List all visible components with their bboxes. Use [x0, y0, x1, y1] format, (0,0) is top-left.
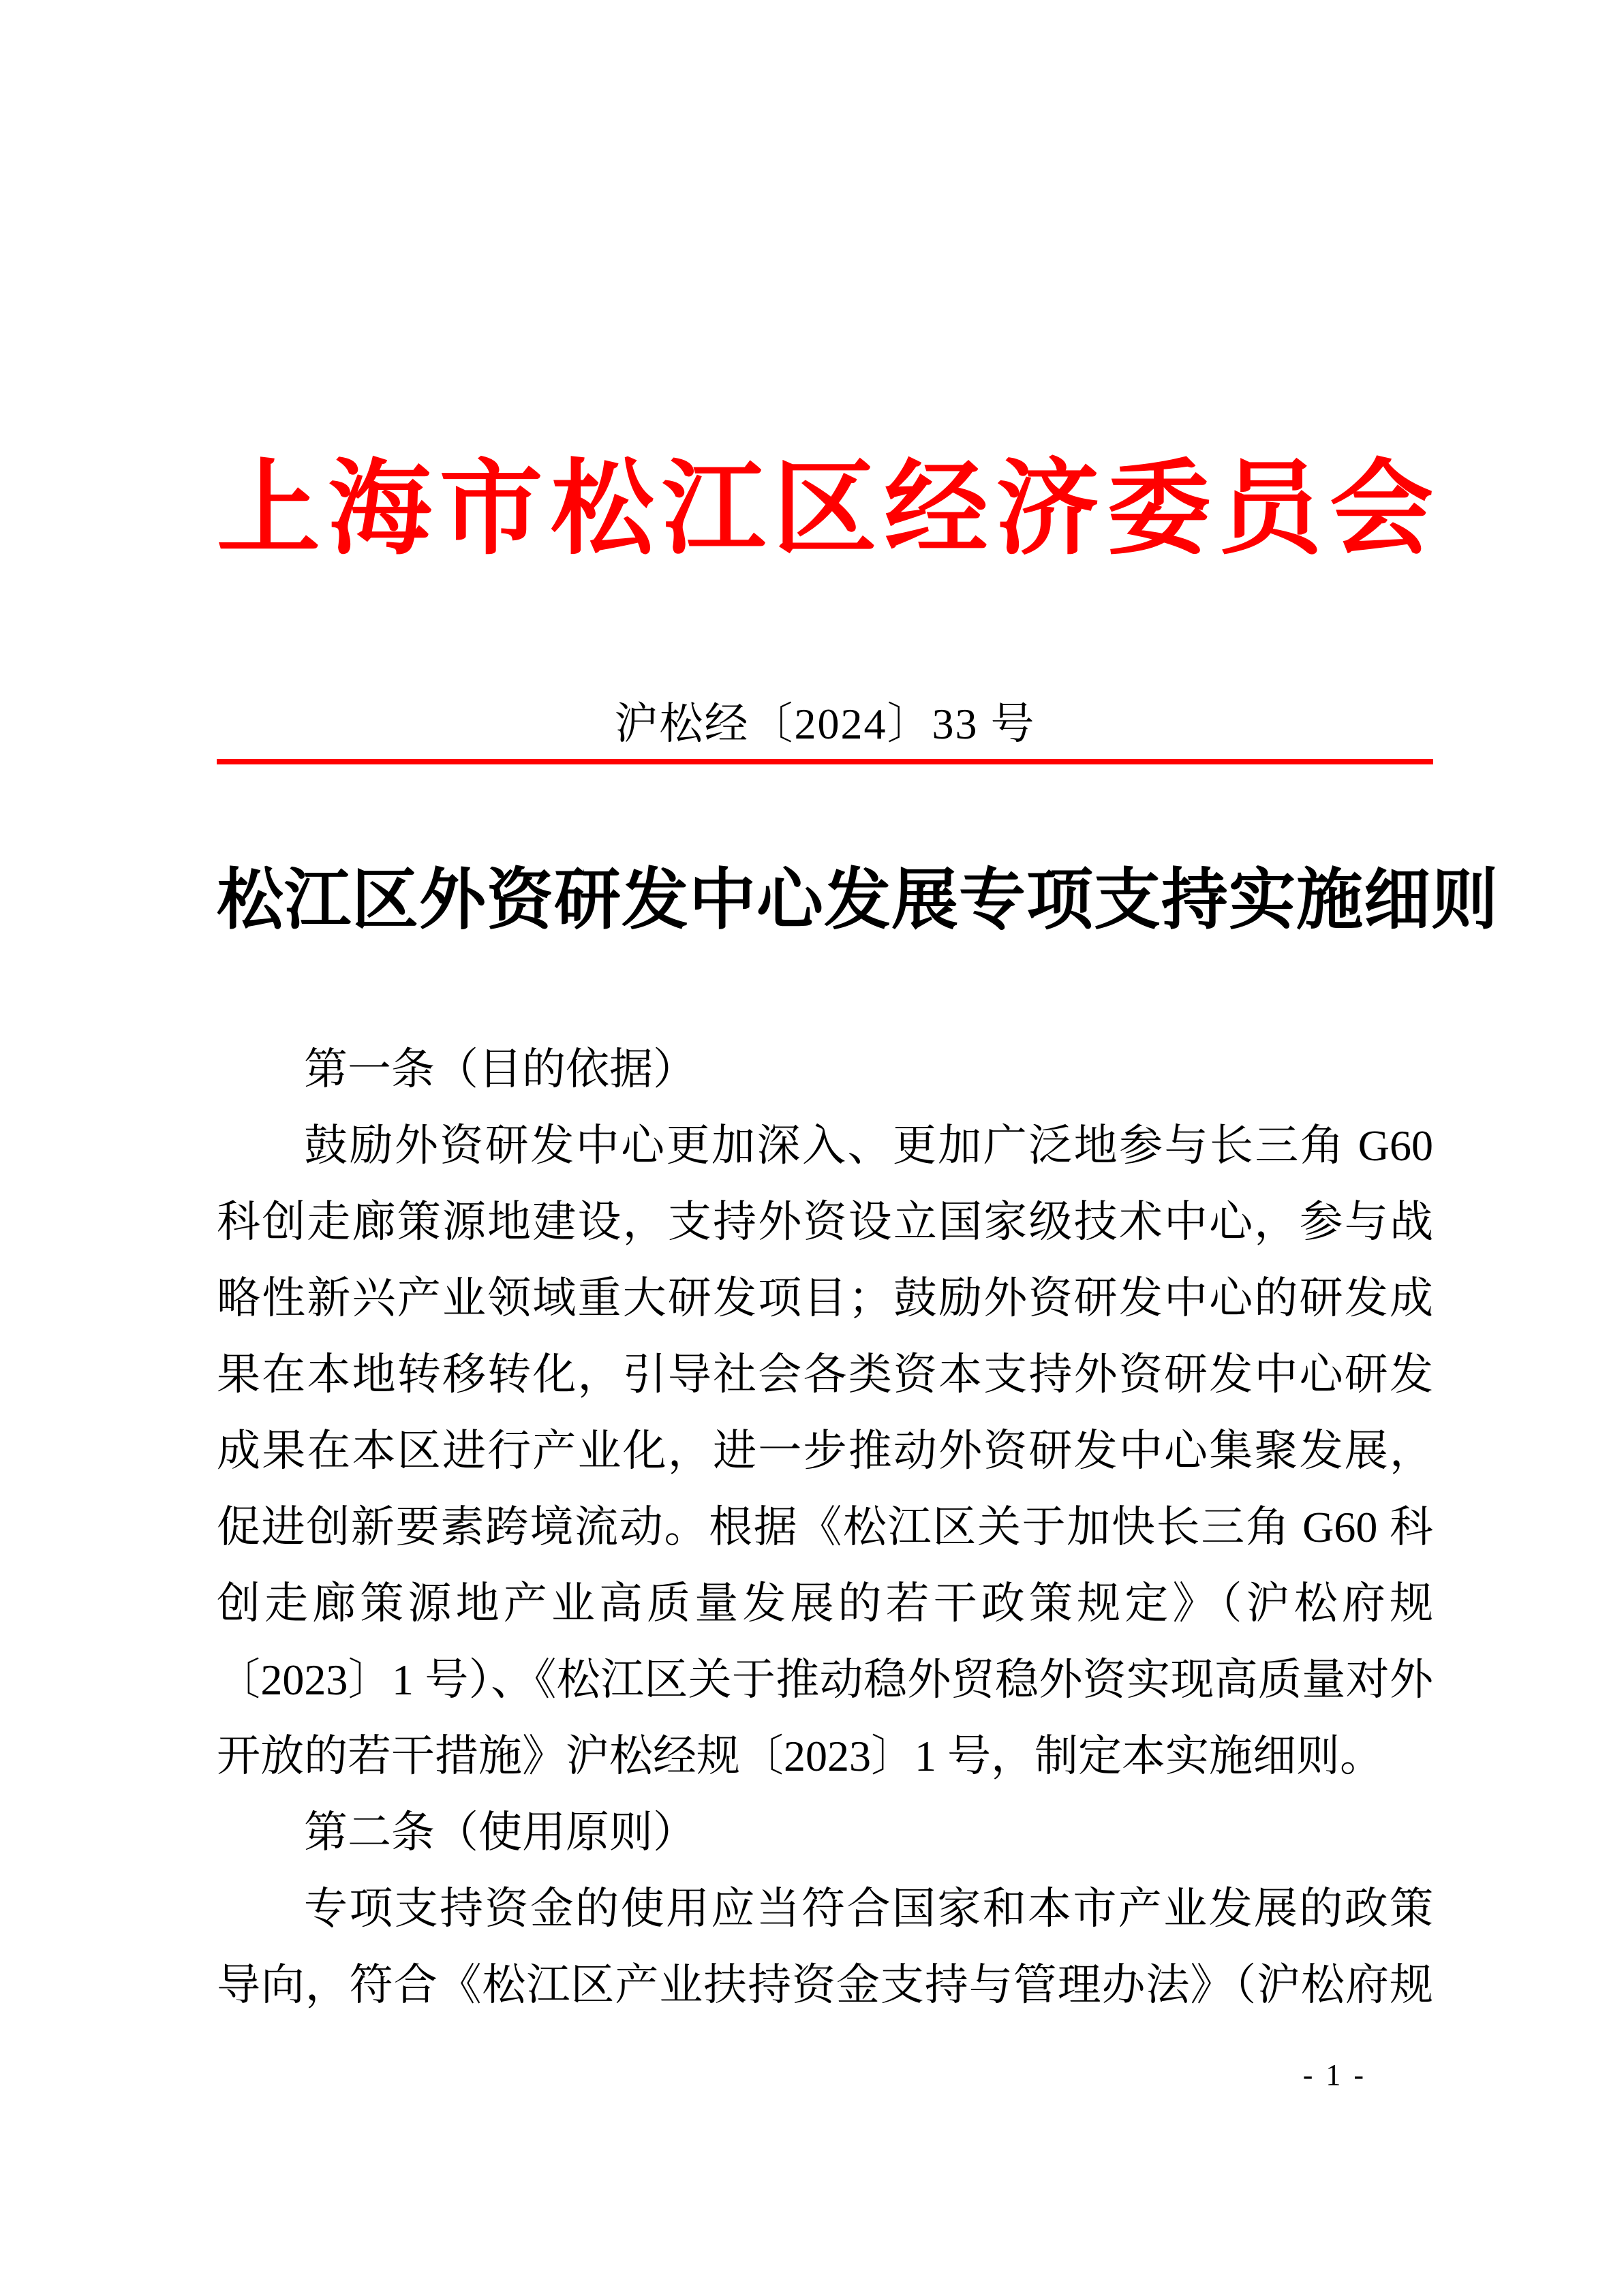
body-line: 开放的若干措施》沪松经规〔2023〕1 号，制定本实施细则。: [217, 1732, 1383, 1780]
body-line: 第二条（使用原则）: [304, 1808, 696, 1857]
body-line: 第一条（目的依据）: [304, 1045, 696, 1093]
body-line: 创走廊策源地产业高质量发展的若干政策规定》（沪松府规: [217, 1579, 1433, 1628]
body-line: 成果在本区进行产业化，进一步推动外资研发中心集聚发展，: [217, 1427, 1433, 1475]
letterhead-title: 上海市松江区经济委员会: [217, 452, 1433, 567]
body-line: 科创走廊策源地建设，支持外资设立国家级技术中心，参与战: [217, 1198, 1433, 1246]
body-line: 鼓励外资研发中心更加深入、更加广泛地参与长三角 G60: [304, 1121, 1433, 1170]
body-line: 导向，符合《松江区产业扶持资金支持与管理办法》（沪松府规: [217, 1961, 1433, 2009]
body-line: 〔2023〕1 号）、《松江区关于推动稳外贸稳外资实现高质量对外: [217, 1656, 1433, 1704]
body-line: 专项支持资金的使用应当符合国家和本市产业发展的政策: [304, 1884, 1433, 1933]
body-line: 促进创新要素跨境流动。根据《松江区关于加快长三角 G60 科: [217, 1503, 1433, 1551]
document-title: 松江区外资研发中心发展专项支持实施细则: [217, 864, 1499, 937]
body-line: 略性新兴产业领域重大研发项目；鼓励外资研发中心的研发成: [217, 1274, 1433, 1322]
document-number: 沪松经〔2024〕33 号: [614, 700, 1036, 748]
page-number: - 1 -: [1302, 2058, 1366, 2092]
body-line: 果在本地转移转化，引导社会各类资本支持外资研发中心研发: [217, 1350, 1433, 1399]
red-divider-line: [217, 759, 1433, 764]
document-body: [217, 1031, 1433, 2023]
